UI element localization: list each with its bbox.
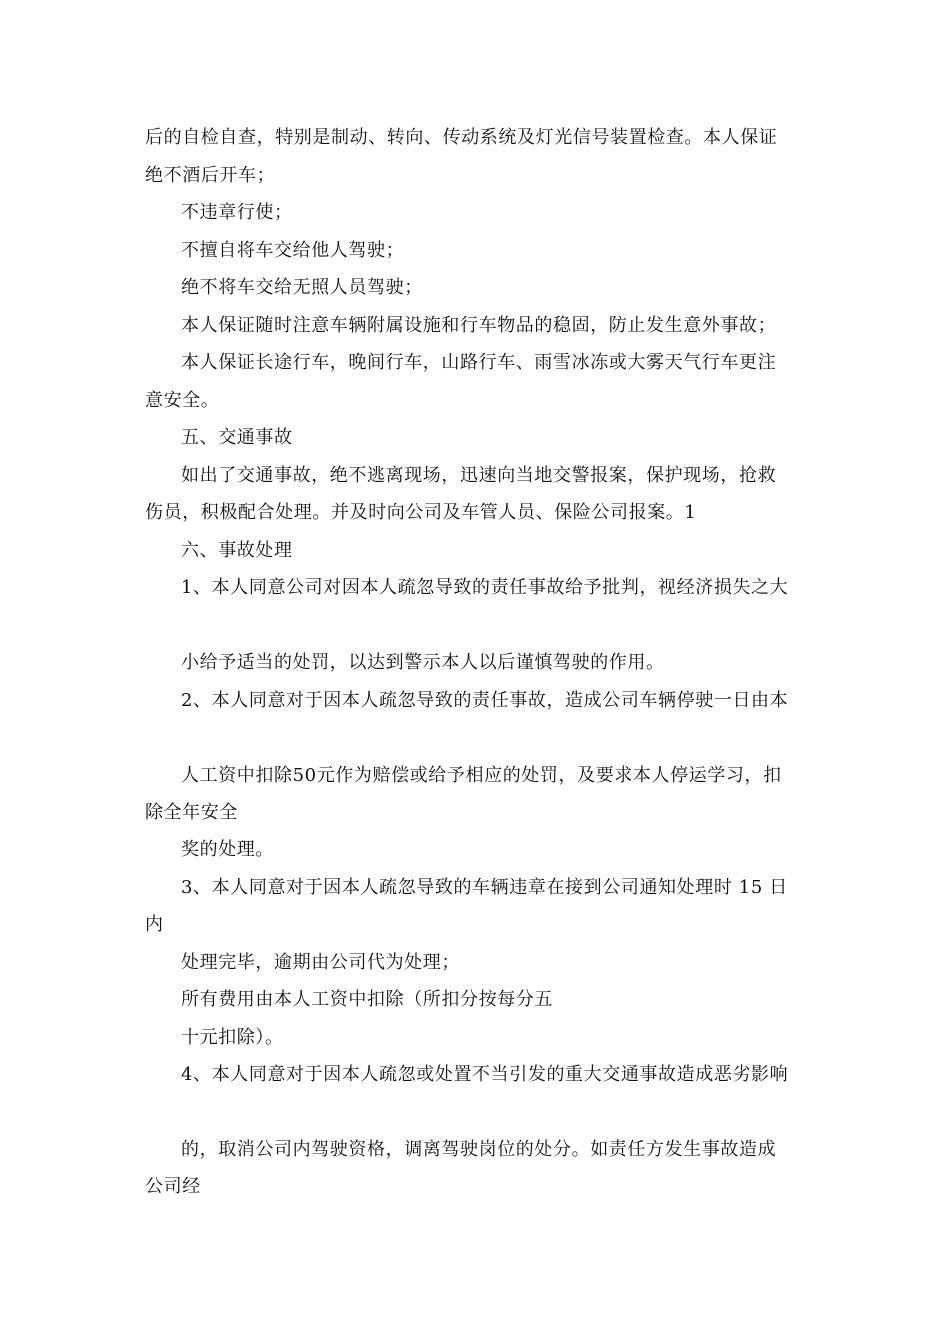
text-line: 小给予适当的处罚，以达到警示本人以后谨慎驾驶的作用。 (181, 652, 665, 673)
text-line: 不擅自将车交给他人驾驶； (181, 240, 405, 261)
section-heading: 六、事故处理 (181, 540, 293, 561)
text-line: 十元扣除）。 (181, 1027, 284, 1048)
text-line: 伤员，积极配合处理。并及时向公司及车管人员、保险公司报案。1 (145, 502, 697, 523)
text-line: 内 (145, 914, 164, 935)
text-line: 绝不将车交给无照人员驾驶； (181, 277, 423, 298)
text-line: 人工资中扣除50元作为赔偿或给予相应的处罚，及要求本人停运学习，扣 (181, 765, 782, 786)
text-line: 本人保证长途行车，晚间行车，山路行车、雨雪冰冻或大雾天气行车更注 (181, 352, 777, 373)
text-line: 不违章行使； (181, 202, 293, 223)
text-line: 意安全。 (145, 390, 220, 411)
text-line: 处理完毕，逾期由公司代为处理； (181, 952, 460, 973)
text-line: 3、本人同意对于因本人疏忽导致的车辆违章在接到公司通知处理时 15 日 (181, 877, 788, 898)
text-line: 4、本人同意对于因本人疏忽或处置不当引发的重大交通事故造成恶劣影响 (181, 1064, 789, 1085)
text-line: 奖的处理。 (181, 839, 274, 860)
text-line: 绝不酒后开车； (145, 165, 276, 186)
text-line: 如出了交通事故，绝不逃离现场，迅速向当地交警报案，保护现场，抢救 (181, 465, 777, 486)
text-line: 2、本人同意对于因本人疏忽导致的责任事故，造成公司车辆停驶一日由本 (181, 690, 789, 711)
text-line: 1、本人同意公司对因本人疏忽导致的责任事故给予批判，视经济损失之大 (181, 577, 789, 598)
text-line: 除全年安全 (145, 802, 238, 823)
text-line: 的，取消公司内驾驶资格，调离驾驶岗位的处分。如责任方发生事故造成 (181, 1139, 777, 1160)
text-line: 本人保证随时注意车辆附属设施和行车物品的稳固，防止发生意外事故； (181, 315, 777, 336)
text-line: 后的自检自查，特别是制动、转向、传动系统及灯光信号装置检查。本人保证 (145, 127, 778, 148)
text-line: 所有费用由本人工资中扣除（所扣分按每分五 (181, 989, 553, 1010)
section-heading: 五、交通事故 (181, 427, 293, 448)
text-line: 公司经 (145, 1176, 201, 1197)
